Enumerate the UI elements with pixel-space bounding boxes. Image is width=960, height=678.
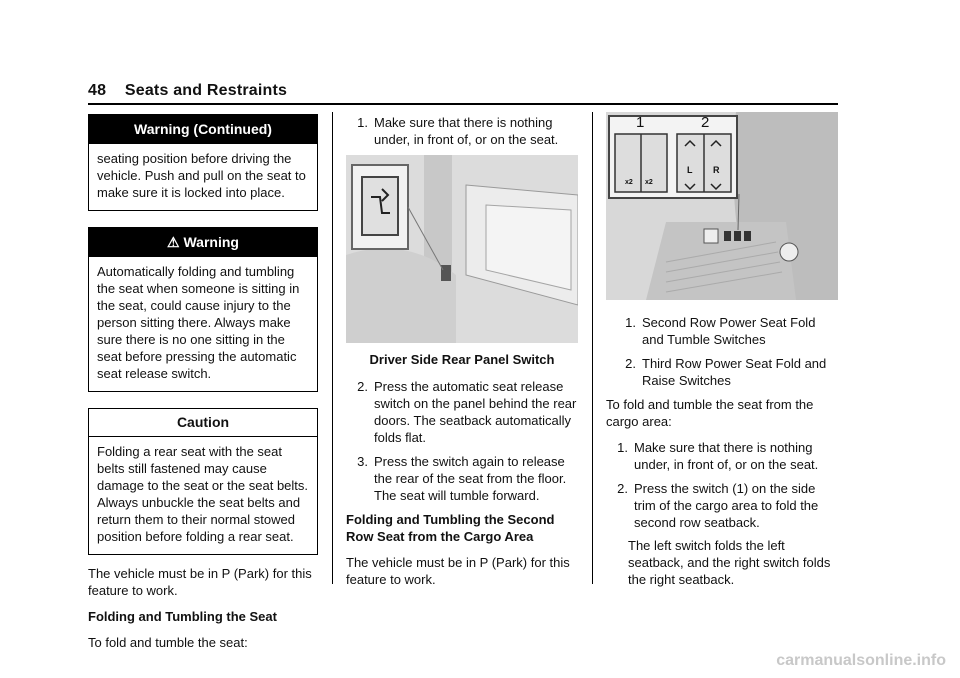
- watermark: carmanualsonline.info: [776, 652, 946, 669]
- legend-item: 2. Third Row Power Seat Fold and Raise Switches: [625, 356, 827, 388]
- switch-label-left: L: [687, 165, 693, 175]
- column-divider-1: [332, 112, 333, 584]
- warning-continued-box: [88, 114, 318, 211]
- subheading-fold-tumble: Folding and Tumbling the Seat: [88, 609, 277, 624]
- page-header: [88, 82, 287, 100]
- switch-label-right: R: [713, 165, 720, 175]
- park-note: The vehicle must be in P (Park) for this feature to work.: [88, 566, 312, 598]
- switch-label-x2-left: x2: [625, 179, 633, 186]
- subheading-cargo-area: Folding and Tumbling the Second Row Seat from the Cargo Area: [346, 512, 555, 544]
- caution-box: [88, 408, 318, 555]
- steps-list-a: [346, 114, 578, 148]
- column-2: [346, 114, 578, 597]
- list-item: 2. Press the switch (1) on the side trim of the cargo area to fold the second row seatback.: [617, 481, 819, 530]
- list-item: 1. Make sure that there is nothing under, in front of, or on the seat.: [617, 440, 819, 472]
- cargo-area-switches-image: [606, 112, 838, 300]
- page-number: 48: [88, 82, 107, 99]
- warning-continued-title: Warning (Continued): [89, 115, 317, 144]
- column-1: [88, 114, 318, 660]
- section-title: Seats and Restraints: [124, 82, 288, 99]
- intro-text: To fold and tumble the seat:: [88, 635, 248, 650]
- warning-continued-text: seating position before driving the vehicle. Push and pull on the seat to make sure it is locked into place.: [97, 151, 306, 200]
- warning-box: [88, 227, 318, 392]
- caution-text: Folding a rear seat with the seat belts still fastened may cause damage to the seat or the seat belts. Always unbuckle the seat belts and return them to their normal stowed position before folding a rear seat.: [97, 444, 309, 544]
- column-divider-2: [592, 112, 593, 584]
- warning-icon: ⚠: [167, 234, 180, 250]
- warning-title: Warning: [183, 234, 239, 250]
- switch-label-x2-right: x2: [645, 179, 653, 186]
- step-note: The left switch folds the left seatback, and the right switch folds the right seatback.: [628, 538, 831, 587]
- warning-header: [89, 228, 317, 257]
- driver-side-rear-panel-image: [346, 155, 578, 343]
- steps-list-b: [346, 378, 578, 504]
- callout-2: 2: [701, 114, 710, 131]
- legend-item: 1. Second Row Power Seat Fold and Tumble Switches: [625, 315, 816, 347]
- list-item: 3. Press the switch again to release the rear of the seat from the floor. The seat will tumble forward.: [357, 454, 567, 503]
- header-rule: [88, 103, 838, 105]
- legend-list: [606, 314, 838, 389]
- rear-panel-illustration: [346, 155, 578, 343]
- list-item: 1. Make sure that there is nothing under, in front of, or on the seat.: [357, 115, 559, 147]
- warning-text: Automatically folding and tumbling the seat when someone is sitting in the seat, could cause injury to the person sitting there. Always make sure there is no one sitting in the seat before pressing the automatic seat release switch.: [97, 264, 300, 381]
- list-item: 2. Press the automatic seat release switch on the panel behind the rear doors. The seatback automatically folds flat.: [357, 379, 577, 445]
- cargo-switches-illustration: [606, 112, 838, 300]
- image-caption: Driver Side Rear Panel Switch: [369, 352, 555, 367]
- column-3: [606, 112, 838, 597]
- callout-1: 1: [636, 114, 645, 131]
- caution-title: Caution: [89, 409, 317, 437]
- park-note-2: The vehicle must be in P (Park) for this feature to work.: [346, 555, 570, 587]
- steps-list-c: [606, 439, 838, 531]
- cargo-intro: To fold and tumble the seat from the cargo area:: [606, 397, 814, 429]
